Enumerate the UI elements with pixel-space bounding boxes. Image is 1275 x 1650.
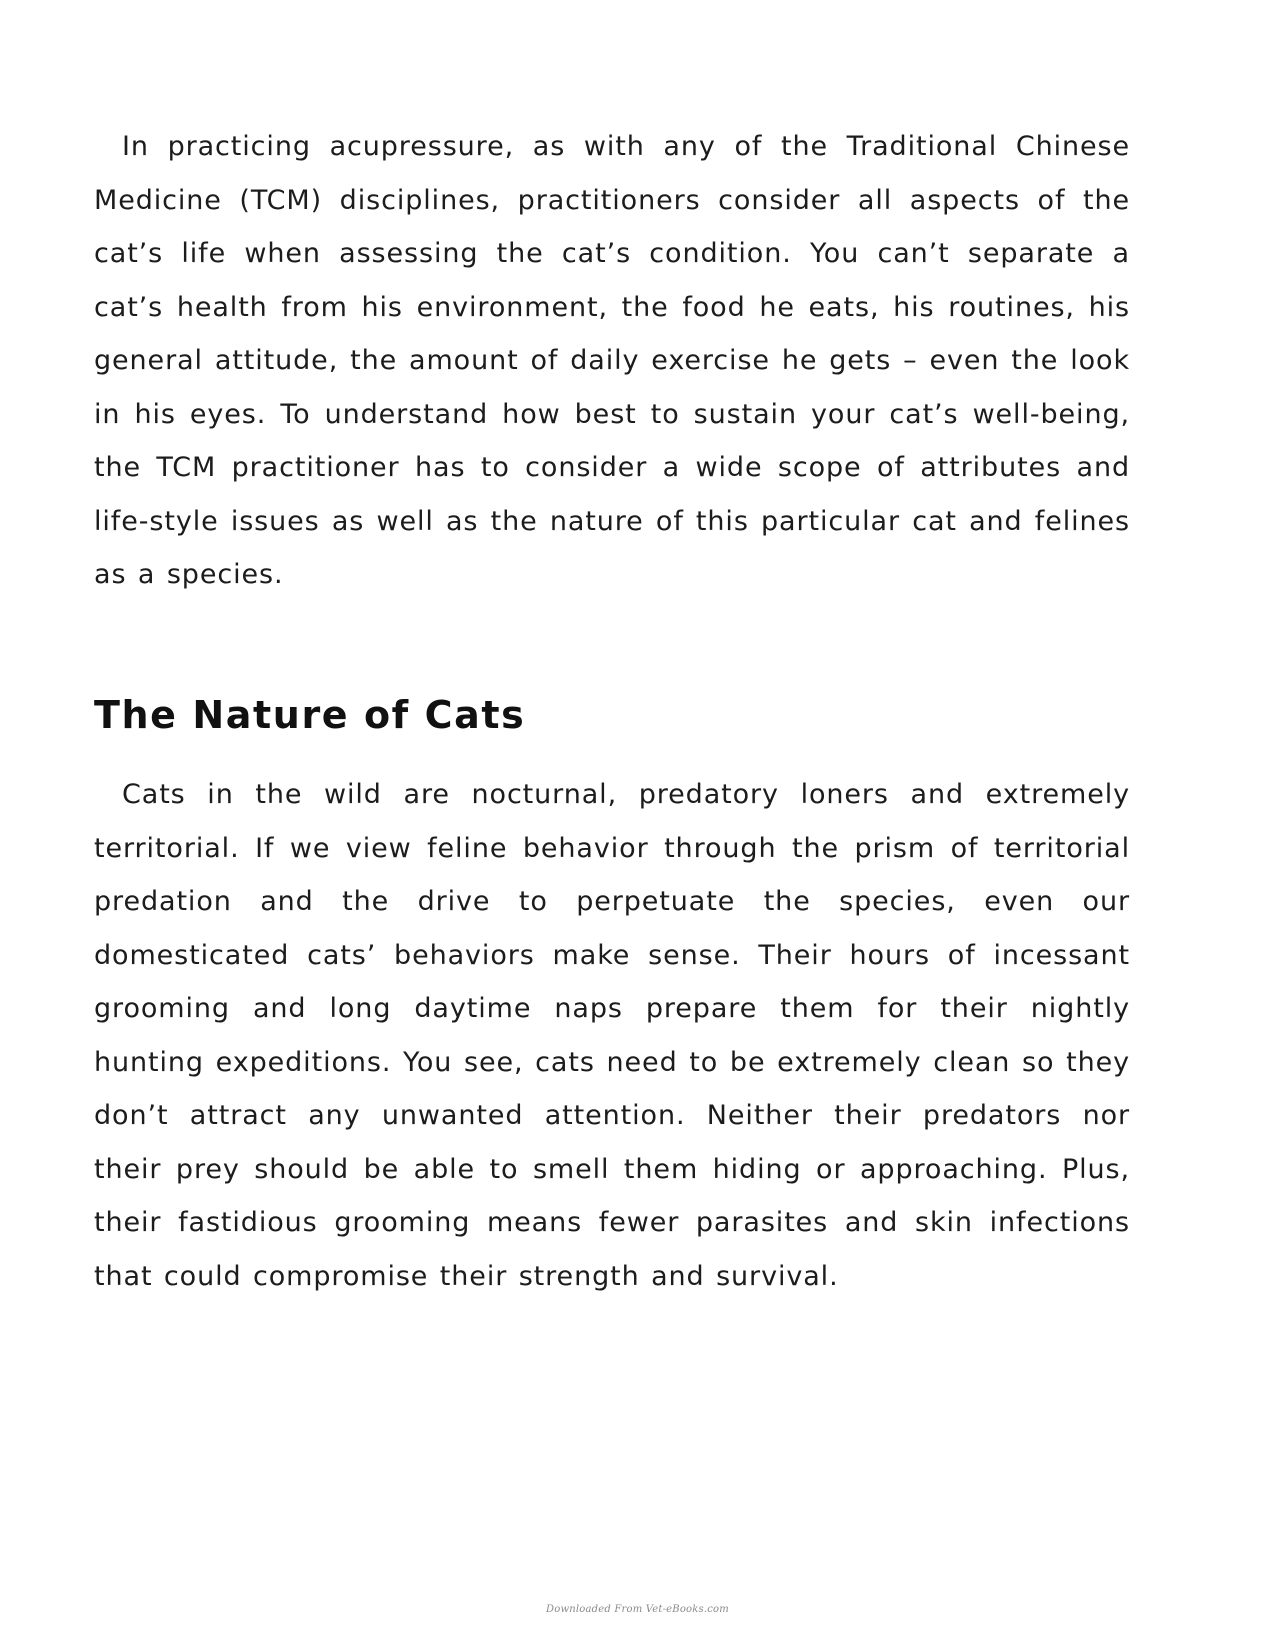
body-paragraph: Cats in the wild are nocturnal, predatory loners and extremely territorial. If we view feline behavior through the prism of territorial predation and the drive to perpetuate the species, even our domesticated cats’ behaviors make sense. Their hours of incessant grooming and long daytime naps prepare them for their nightly hunting expeditions. You see, cats need to be extremely clean so they don’t attract any unwanted attention. Neither their predators nor their prey should be able to smell them hiding or approaching. Plus, their fastidious grooming means fewer parasites and skin infections that could compromise their strength and survival. <box>94 779 1130 1292</box>
download-source-footer: Downloaded From Vet-eBooks.com <box>546 1604 729 1615</box>
section-heading: The Nature of Cats <box>94 693 526 737</box>
intro-paragraph: In practicing acupressure, as with any of the Traditional Chinese Medicine (TCM) disciplines, practitioners consider all aspects of the cat’s life when assessing the cat’s condition. You can’t separate a cat’s health from his environment, the food he eats, his routines, his general attitude, the amount of daily exercise he gets – even the look in his eyes. To understand how best to sustain your cat’s well-being, the TCM practitioner has to consider a wide scope of attributes and life-style issues as well as the nature of this particular cat and felines as a species. <box>94 131 1130 590</box>
